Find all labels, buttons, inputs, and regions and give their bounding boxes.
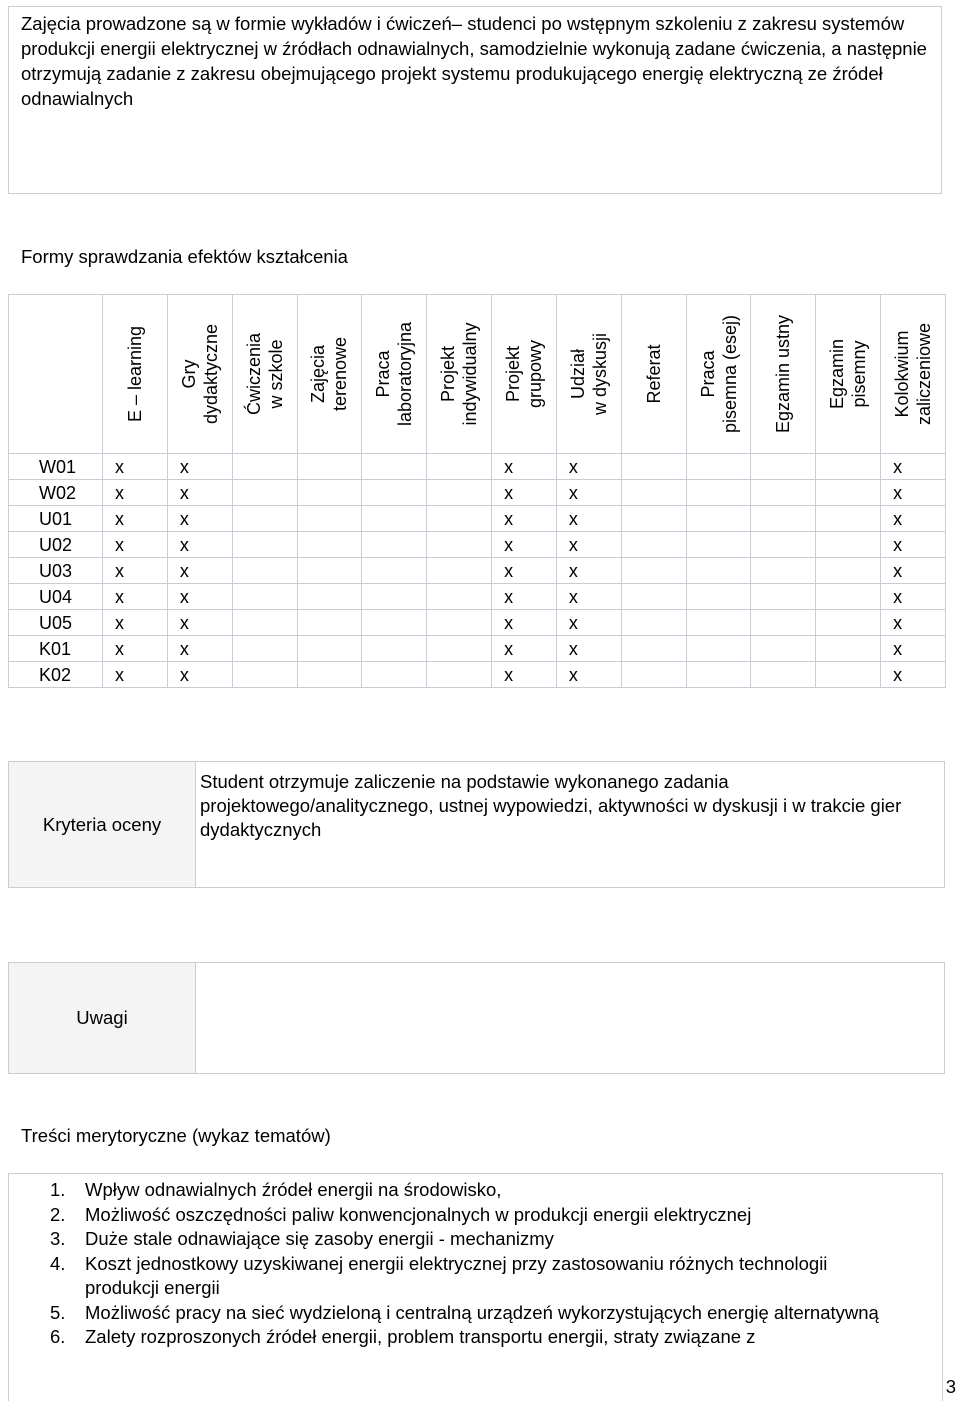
outcome-code: U01 xyxy=(9,506,103,532)
method-mark xyxy=(751,636,816,662)
method-column-header xyxy=(232,295,297,454)
page-number: 3 xyxy=(945,1376,956,1397)
method-mark xyxy=(362,454,427,480)
method-mark xyxy=(816,454,881,480)
list-item xyxy=(9,1178,942,1203)
topic-text: Możliwość pracy na sieć wydzieloną i centralną urządzeń wykorzystujących energię alternatywną xyxy=(85,1301,879,1323)
method-mark xyxy=(232,584,297,610)
method-column-header xyxy=(621,295,686,454)
outcome-code: K02 xyxy=(9,662,103,688)
method-column-header xyxy=(686,295,751,454)
table-row xyxy=(9,558,946,584)
method-mark: x xyxy=(556,636,621,662)
method-mark xyxy=(297,610,362,636)
method-mark xyxy=(297,532,362,558)
method-mark: x xyxy=(556,532,621,558)
method-mark xyxy=(297,454,362,480)
method-mark: x xyxy=(167,636,232,662)
method-column-header xyxy=(751,295,816,454)
method-mark xyxy=(362,558,427,584)
method-mark: x xyxy=(103,532,168,558)
criteria-label: Kryteria oceny xyxy=(9,762,196,888)
method-column-label: Kolokwium zaliczeniowe xyxy=(892,322,935,426)
method-column-label: Egzamin pisemny xyxy=(827,338,870,410)
list-item xyxy=(9,1203,942,1228)
method-mark: x xyxy=(103,584,168,610)
method-mark: x xyxy=(167,558,232,584)
method-mark xyxy=(621,506,686,532)
intro-text: Zajęcia prowadzone są w formie wykładów i ćwiczeń– studenci po wstępnym szkoleniu z zakresu systemów produkcji energii elektrycznej w źródłach odnawialnych, samodzielnie wykonują zadane ćwiczenia, a następnie otrzymują zadanie z zakresu obejmującego projekt systemu produkującego energię elektryczną ze źródeł odnawialnych xyxy=(21,13,927,109)
method-mark: x xyxy=(881,480,946,506)
method-mark xyxy=(232,558,297,584)
method-mark xyxy=(427,610,492,636)
method-mark xyxy=(362,532,427,558)
method-mark xyxy=(751,558,816,584)
method-mark xyxy=(621,584,686,610)
topic-text: Wpływ odnawialnych źródeł energii na środowisko, xyxy=(85,1179,502,1200)
method-mark xyxy=(232,610,297,636)
topic-number: 2. xyxy=(50,1203,66,1225)
method-mark: x xyxy=(556,454,621,480)
method-mark xyxy=(751,662,816,688)
method-mark xyxy=(686,584,751,610)
method-column-header xyxy=(362,295,427,454)
outcome-code: W01 xyxy=(9,454,103,480)
methods-corner-cell xyxy=(9,295,103,454)
method-mark xyxy=(686,480,751,506)
method-mark xyxy=(816,662,881,688)
method-mark: x xyxy=(492,610,557,636)
method-mark xyxy=(751,584,816,610)
method-column-header xyxy=(816,295,881,454)
method-mark xyxy=(816,506,881,532)
method-mark xyxy=(751,454,816,480)
method-mark xyxy=(816,532,881,558)
method-mark xyxy=(621,532,686,558)
method-mark: x xyxy=(881,558,946,584)
method-mark: x xyxy=(881,584,946,610)
method-mark: x xyxy=(556,584,621,610)
method-column-header xyxy=(492,295,557,454)
method-mark xyxy=(686,610,751,636)
method-mark xyxy=(232,636,297,662)
method-mark xyxy=(427,532,492,558)
method-column-header xyxy=(556,295,621,454)
notes-label: Uwagi xyxy=(9,963,196,1074)
method-mark: x xyxy=(881,532,946,558)
method-mark xyxy=(686,662,751,688)
outcome-code: K01 xyxy=(9,636,103,662)
criteria-table xyxy=(8,761,945,888)
method-mark xyxy=(297,584,362,610)
methods-header-row xyxy=(9,295,946,454)
method-column-label: E – learning xyxy=(124,325,145,423)
method-mark: x xyxy=(556,558,621,584)
topic-text: Możliwość oszczędności paliw konwencjonalnych w produkcji energii elektrycznej xyxy=(85,1203,752,1225)
assessment-heading: Formy sprawdzania efektów kształcenia xyxy=(21,246,348,267)
topic-number: 5. xyxy=(50,1301,66,1323)
method-mark: x xyxy=(103,636,168,662)
method-mark xyxy=(686,532,751,558)
method-mark xyxy=(427,584,492,610)
method-mark: x xyxy=(556,662,621,688)
method-mark: x xyxy=(103,610,168,636)
method-mark xyxy=(816,480,881,506)
method-mark: x xyxy=(556,506,621,532)
method-mark: x xyxy=(167,662,232,688)
method-mark: x xyxy=(167,610,232,636)
method-mark xyxy=(232,532,297,558)
method-mark xyxy=(816,636,881,662)
table-row xyxy=(9,532,946,558)
topic-text: Koszt jednostkowy uzyskiwanej energii elektrycznej przy zastosowaniu różnych technologii produkcji energii xyxy=(85,1252,828,1298)
topic-number: 1. xyxy=(50,1179,66,1200)
method-mark xyxy=(297,480,362,506)
list-item xyxy=(9,1301,942,1326)
method-mark xyxy=(232,506,297,532)
method-mark: x xyxy=(492,558,557,584)
method-mark: x xyxy=(167,506,232,532)
method-column-label: Projekt indywidualny xyxy=(438,322,481,426)
method-mark: x xyxy=(167,454,232,480)
method-mark: x xyxy=(103,480,168,506)
list-item xyxy=(9,1252,942,1301)
method-column-label: Egzamin ustny xyxy=(773,314,794,434)
method-column-label: Ćwiczenia w szkole xyxy=(243,332,286,416)
method-mark: x xyxy=(881,506,946,532)
method-mark xyxy=(297,506,362,532)
method-column-label: Referat xyxy=(643,344,664,404)
method-mark: x xyxy=(881,610,946,636)
method-mark xyxy=(816,584,881,610)
method-mark: x xyxy=(492,480,557,506)
method-mark: x xyxy=(492,636,557,662)
method-mark xyxy=(621,610,686,636)
method-column-label: Udział w dyskusji xyxy=(567,332,610,416)
topic-text: Zalety rozproszonych źródeł energii, problem transportu energii, straty związane z xyxy=(85,1326,756,1347)
method-column-header xyxy=(297,295,362,454)
table-row xyxy=(9,584,946,610)
method-mark xyxy=(686,558,751,584)
method-mark xyxy=(427,454,492,480)
method-mark xyxy=(686,454,751,480)
method-mark xyxy=(232,480,297,506)
method-column-label: Gry dydaktyczne xyxy=(178,323,221,425)
topic-number: 3. xyxy=(50,1228,66,1249)
method-mark xyxy=(621,636,686,662)
method-mark xyxy=(297,558,362,584)
table-row xyxy=(9,636,946,662)
method-mark xyxy=(427,636,492,662)
topics-heading: Treści merytoryczne (wykaz tematów) xyxy=(21,1125,331,1146)
method-mark: x xyxy=(167,584,232,610)
method-mark xyxy=(232,662,297,688)
method-mark xyxy=(427,506,492,532)
method-mark xyxy=(297,636,362,662)
method-mark: x xyxy=(881,662,946,688)
method-mark xyxy=(621,480,686,506)
method-mark: x xyxy=(103,454,168,480)
method-mark xyxy=(297,662,362,688)
method-column-label: Praca laboratoryjna xyxy=(373,321,416,427)
method-mark xyxy=(362,506,427,532)
method-mark: x xyxy=(492,584,557,610)
method-mark xyxy=(427,558,492,584)
method-mark xyxy=(427,480,492,506)
method-mark: x xyxy=(556,480,621,506)
topics-list xyxy=(8,1173,943,1401)
method-column-header xyxy=(167,295,232,454)
method-mark xyxy=(751,506,816,532)
method-mark xyxy=(362,584,427,610)
method-mark xyxy=(427,662,492,688)
method-mark: x xyxy=(881,636,946,662)
method-mark: x xyxy=(556,610,621,636)
topic-number: 6. xyxy=(50,1326,66,1347)
method-mark xyxy=(751,480,816,506)
method-column-label: Projekt grupowy xyxy=(502,339,545,409)
assessment-methods-table xyxy=(8,294,946,688)
method-mark xyxy=(686,506,751,532)
method-mark xyxy=(362,662,427,688)
table-row xyxy=(9,610,946,636)
method-column-label: Zajęcia terenowe xyxy=(308,336,351,412)
table-row xyxy=(9,454,946,480)
method-mark: x xyxy=(492,454,557,480)
list-item xyxy=(9,1227,942,1252)
outcome-code: U03 xyxy=(9,558,103,584)
topic-text: Duże stale odnawiające się zasoby energii - mechanizmy xyxy=(85,1228,554,1249)
intro-description xyxy=(8,6,942,194)
method-mark: x xyxy=(492,506,557,532)
method-mark: x xyxy=(167,532,232,558)
method-mark xyxy=(621,454,686,480)
outcome-code: W02 xyxy=(9,480,103,506)
criteria-text: Student otrzymuje zaliczenie na podstawie wykonanego zadania projektowego/analitycznego, ustnej wypowiedzi, aktywności w dyskusji i w trakcie gier dydaktycznych xyxy=(196,762,945,888)
method-column-header xyxy=(103,295,168,454)
method-mark xyxy=(232,454,297,480)
notes-text xyxy=(196,963,945,1074)
topic-number: 4. xyxy=(50,1252,66,1274)
table-row xyxy=(9,662,946,688)
method-mark xyxy=(362,610,427,636)
method-mark xyxy=(621,662,686,688)
notes-table xyxy=(8,962,945,1074)
method-column-header xyxy=(881,295,946,454)
method-mark xyxy=(751,532,816,558)
method-column-label: Praca pisemna (esej) xyxy=(697,314,740,434)
outcome-code: U02 xyxy=(9,532,103,558)
method-mark xyxy=(816,558,881,584)
method-column-header xyxy=(427,295,492,454)
method-mark xyxy=(751,610,816,636)
method-mark: x xyxy=(492,662,557,688)
method-mark: x xyxy=(881,454,946,480)
method-mark xyxy=(362,480,427,506)
method-mark xyxy=(362,636,427,662)
table-row xyxy=(9,506,946,532)
method-mark: x xyxy=(103,558,168,584)
outcome-code: U05 xyxy=(9,610,103,636)
method-mark: x xyxy=(103,506,168,532)
method-mark xyxy=(816,610,881,636)
method-mark: x xyxy=(492,532,557,558)
method-mark: x xyxy=(103,662,168,688)
table-row xyxy=(9,480,946,506)
method-mark xyxy=(686,636,751,662)
method-mark: x xyxy=(167,480,232,506)
method-mark xyxy=(621,558,686,584)
outcome-code: U04 xyxy=(9,584,103,610)
list-item xyxy=(9,1325,942,1350)
